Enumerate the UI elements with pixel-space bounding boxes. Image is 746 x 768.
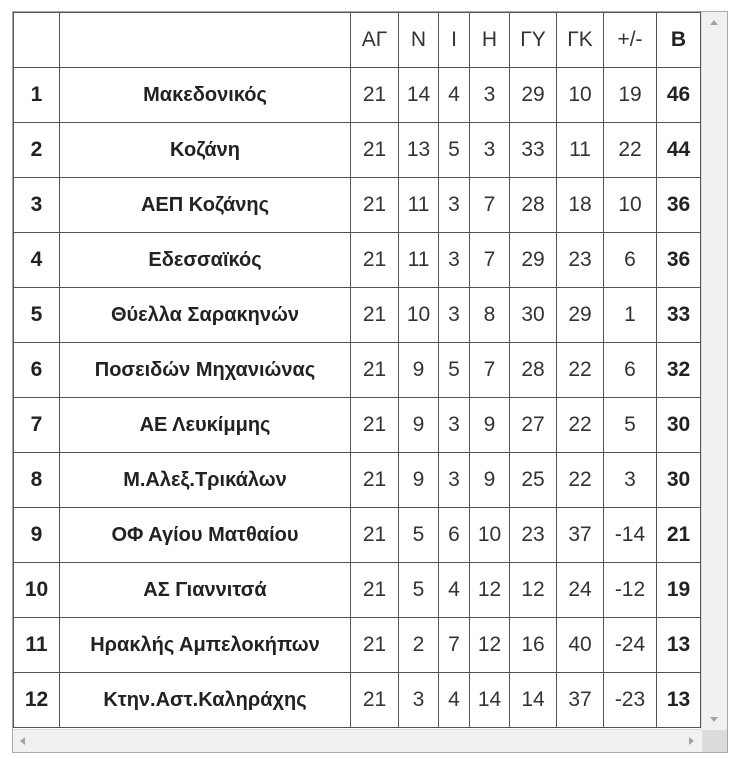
goal-diff-cell: -14	[604, 508, 657, 563]
goal-diff-cell: 19	[604, 68, 657, 123]
scroll-left-arrow-icon[interactable]	[20, 737, 25, 745]
points-cell: 32	[657, 343, 701, 398]
goal-diff-cell: 6	[604, 233, 657, 288]
goal-diff-cell: 5	[604, 398, 657, 453]
played-cell: 21	[351, 563, 399, 618]
header-losses: Η	[470, 13, 510, 68]
goal-diff-cell: 22	[604, 123, 657, 178]
header-played: ΑΓ	[351, 13, 399, 68]
goals-against-cell: 18	[557, 178, 604, 233]
points-cell: 13	[657, 673, 701, 728]
standings-table	[13, 12, 701, 728]
wins-cell: 9	[399, 398, 439, 453]
position-cell: 10	[14, 563, 60, 618]
goals-for-cell: 14	[510, 673, 557, 728]
played-cell: 21	[351, 618, 399, 673]
header-goals-for: ΓΥ	[510, 13, 557, 68]
position-cell: 11	[14, 618, 60, 673]
goals-against-cell: 11	[557, 123, 604, 178]
goal-diff-cell: 10	[604, 178, 657, 233]
goals-for-cell: 28	[510, 343, 557, 398]
draws-cell: 3	[439, 398, 470, 453]
goals-against-cell: 37	[557, 508, 604, 563]
scrollbar-corner	[702, 730, 727, 752]
goals-for-cell: 29	[510, 68, 557, 123]
draws-cell: 3	[439, 233, 470, 288]
points-cell: 33	[657, 288, 701, 343]
scroll-down-arrow-icon[interactable]	[710, 717, 718, 722]
goals-for-cell: 30	[510, 288, 557, 343]
table-row	[14, 673, 701, 728]
points-cell: 30	[657, 453, 701, 508]
header-goals-against: ΓΚ	[557, 13, 604, 68]
team-name-cell: Κοζάνη	[60, 123, 351, 178]
draws-cell: 3	[439, 288, 470, 343]
goals-for-cell: 12	[510, 563, 557, 618]
goals-for-cell: 33	[510, 123, 557, 178]
wins-cell: 9	[399, 453, 439, 508]
header-row	[14, 13, 701, 68]
position-cell: 12	[14, 673, 60, 728]
table-row	[14, 123, 701, 178]
header-wins: Ν	[399, 13, 439, 68]
losses-cell: 7	[470, 233, 510, 288]
team-name-cell: ΑΕΠ Κοζάνης	[60, 178, 351, 233]
points-cell: 36	[657, 178, 701, 233]
played-cell: 21	[351, 508, 399, 563]
goals-against-cell: 24	[557, 563, 604, 618]
played-cell: 21	[351, 398, 399, 453]
wins-cell: 13	[399, 123, 439, 178]
goals-for-cell: 29	[510, 233, 557, 288]
goals-against-cell: 40	[557, 618, 604, 673]
draws-cell: 5	[439, 123, 470, 178]
points-cell: 30	[657, 398, 701, 453]
table-row	[14, 563, 701, 618]
team-name-cell: Κτην.Αστ.Καληράχης	[60, 673, 351, 728]
points-cell: 19	[657, 563, 701, 618]
played-cell: 21	[351, 453, 399, 508]
played-cell: 21	[351, 343, 399, 398]
table-row	[14, 453, 701, 508]
horizontal-scrollbar[interactable]	[13, 729, 702, 752]
scroll-up-arrow-icon[interactable]	[710, 20, 718, 25]
position-cell: 1	[14, 68, 60, 123]
played-cell: 21	[351, 673, 399, 728]
draws-cell: 3	[439, 178, 470, 233]
draws-cell: 5	[439, 343, 470, 398]
team-name-cell: Εδεσσαϊκός	[60, 233, 351, 288]
team-name-cell: Μ.Αλεξ.Τρικάλων	[60, 453, 351, 508]
table-row	[14, 288, 701, 343]
team-name-cell: ΟΦ Αγίου Ματθαίου	[60, 508, 351, 563]
standings-table-container	[12, 11, 728, 753]
goal-diff-cell: -23	[604, 673, 657, 728]
position-cell: 5	[14, 288, 60, 343]
position-cell: 2	[14, 123, 60, 178]
table-row	[14, 398, 701, 453]
points-cell: 13	[657, 618, 701, 673]
losses-cell: 8	[470, 288, 510, 343]
losses-cell: 9	[470, 453, 510, 508]
team-name-cell: ΑΣ Γιαννιτσά	[60, 563, 351, 618]
played-cell: 21	[351, 68, 399, 123]
team-name-cell: Ηρακλής Αμπελοκήπων	[60, 618, 351, 673]
header-pos	[14, 13, 60, 68]
losses-cell: 12	[470, 618, 510, 673]
points-cell: 21	[657, 508, 701, 563]
losses-cell: 7	[470, 178, 510, 233]
goals-against-cell: 10	[557, 68, 604, 123]
position-cell: 6	[14, 343, 60, 398]
wins-cell: 14	[399, 68, 439, 123]
goals-against-cell: 22	[557, 343, 604, 398]
position-cell: 4	[14, 233, 60, 288]
goals-for-cell: 25	[510, 453, 557, 508]
table-row	[14, 233, 701, 288]
goals-for-cell: 27	[510, 398, 557, 453]
points-cell: 36	[657, 233, 701, 288]
team-name-cell: ΑΕ Λευκίμμης	[60, 398, 351, 453]
wins-cell: 3	[399, 673, 439, 728]
losses-cell: 3	[470, 68, 510, 123]
points-cell: 46	[657, 68, 701, 123]
position-cell: 7	[14, 398, 60, 453]
draws-cell: 4	[439, 68, 470, 123]
scroll-right-arrow-icon[interactable]	[689, 737, 694, 745]
table-row	[14, 508, 701, 563]
wins-cell: 10	[399, 288, 439, 343]
wins-cell: 9	[399, 343, 439, 398]
goals-against-cell: 22	[557, 398, 604, 453]
draws-cell: 7	[439, 618, 470, 673]
header-team	[60, 13, 351, 68]
wins-cell: 5	[399, 563, 439, 618]
table-row	[14, 343, 701, 398]
goals-for-cell: 16	[510, 618, 557, 673]
position-cell: 8	[14, 453, 60, 508]
draws-cell: 4	[439, 673, 470, 728]
team-name-cell: Θύελλα Σαρακηνών	[60, 288, 351, 343]
table-row	[14, 618, 701, 673]
draws-cell: 3	[439, 453, 470, 508]
wins-cell: 2	[399, 618, 439, 673]
goals-against-cell: 29	[557, 288, 604, 343]
vertical-scrollbar[interactable]	[701, 12, 727, 730]
points-cell: 44	[657, 123, 701, 178]
goals-against-cell: 23	[557, 233, 604, 288]
wins-cell: 11	[399, 178, 439, 233]
table-row	[14, 178, 701, 233]
losses-cell: 14	[470, 673, 510, 728]
header-goal-diff: +/-	[604, 13, 657, 68]
goals-against-cell: 22	[557, 453, 604, 508]
goal-diff-cell: 3	[604, 453, 657, 508]
team-name-cell: Μακεδονικός	[60, 68, 351, 123]
goal-diff-cell: 1	[604, 288, 657, 343]
played-cell: 21	[351, 233, 399, 288]
losses-cell: 7	[470, 343, 510, 398]
goal-diff-cell: -24	[604, 618, 657, 673]
draws-cell: 4	[439, 563, 470, 618]
header-draws: Ι	[439, 13, 470, 68]
losses-cell: 10	[470, 508, 510, 563]
played-cell: 21	[351, 178, 399, 233]
team-name-cell: Ποσειδών Μηχανιώνας	[60, 343, 351, 398]
played-cell: 21	[351, 123, 399, 178]
wins-cell: 11	[399, 233, 439, 288]
goals-against-cell: 37	[557, 673, 604, 728]
wins-cell: 5	[399, 508, 439, 563]
goal-diff-cell: -12	[604, 563, 657, 618]
goals-for-cell: 23	[510, 508, 557, 563]
played-cell: 21	[351, 288, 399, 343]
draws-cell: 6	[439, 508, 470, 563]
header-points: Β	[657, 13, 701, 68]
table-row	[14, 68, 701, 123]
losses-cell: 12	[470, 563, 510, 618]
goal-diff-cell: 6	[604, 343, 657, 398]
losses-cell: 9	[470, 398, 510, 453]
position-cell: 9	[14, 508, 60, 563]
goals-for-cell: 28	[510, 178, 557, 233]
position-cell: 3	[14, 178, 60, 233]
losses-cell: 3	[470, 123, 510, 178]
